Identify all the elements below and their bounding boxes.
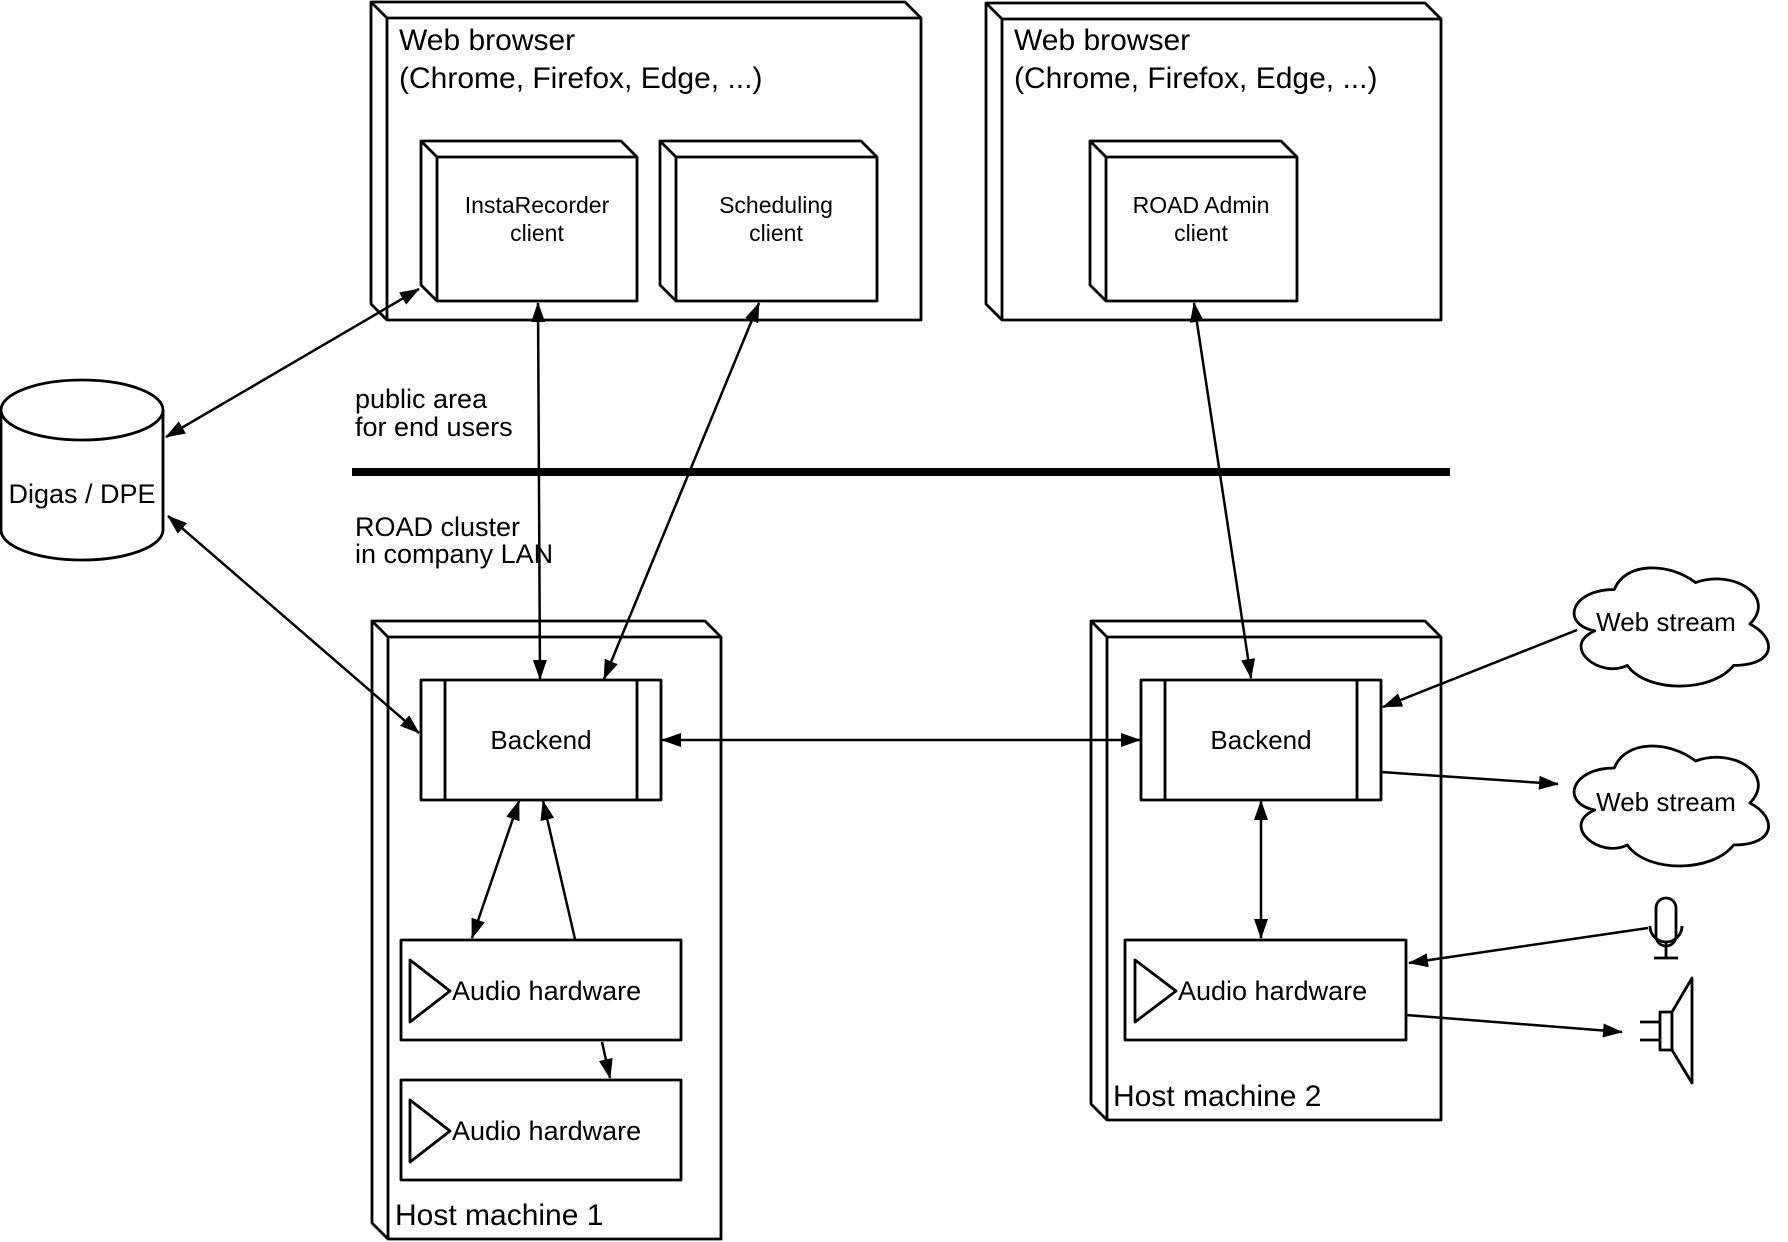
scheduling-client-label-line1: Scheduling: [719, 192, 833, 218]
backend-2-node: [1141, 680, 1381, 800]
road-admin-client-node: [1090, 141, 1297, 301]
microphone-icon: [1650, 898, 1682, 958]
web-browser-1-title: Web browser: [399, 24, 576, 57]
public-area-annotation: [355, 384, 513, 442]
public-area-line2: for end users: [355, 412, 513, 442]
road-cluster-annotation: [355, 512, 553, 569]
audio-hardware-1a-label: Audio hardware: [452, 976, 642, 1006]
scheduling-client-node: [660, 141, 877, 301]
web-browser-1-subtitle: (Chrome, Firefox, Edge, ...): [399, 62, 763, 95]
audio-hardware-2-label: Audio hardware: [1178, 976, 1368, 1006]
road-cluster-line2: in company LAN: [355, 539, 554, 569]
audio-hardware-1a-node: [401, 940, 681, 1040]
loudspeaker-icon: [1640, 978, 1692, 1083]
host-machine-2-label: Host machine 2: [1113, 1080, 1322, 1113]
backend-1-node: [421, 680, 661, 800]
digas-dpe-label: Digas / DPE: [8, 479, 156, 509]
backend-1-label: Backend: [490, 725, 592, 755]
arrow-microphone-audio-2: [1409, 928, 1648, 963]
web-stream-1-node: [1574, 568, 1768, 686]
audio-hardware-1b-node: [401, 1080, 681, 1180]
instarecorder-client-node: [421, 141, 637, 301]
digas-dpe-node: [1, 380, 163, 560]
road-cluster-line1: ROAD cluster: [355, 512, 521, 542]
backend-2-label: Backend: [1210, 725, 1312, 755]
audio-hardware-2-node: [1125, 940, 1406, 1040]
instarecorder-client-label-line2: client: [510, 220, 564, 246]
scheduling-client-label-line2: client: [749, 220, 803, 246]
web-browser-2-title: Web browser: [1014, 24, 1191, 57]
web-stream-2-label: Web stream: [1596, 787, 1736, 817]
web-stream-1-label: Web stream: [1596, 607, 1736, 637]
road-admin-client-label-line1: ROAD Admin: [1132, 192, 1270, 218]
instarecorder-client-label-line1: InstaRecorder: [464, 192, 610, 218]
database-cylinder-top: [1, 380, 163, 440]
public-area-line1: public area: [355, 384, 488, 414]
road-admin-client-label-line2: client: [1174, 220, 1228, 246]
web-browser-2-subtitle: (Chrome, Firefox, Edge, ...): [1014, 62, 1378, 95]
web-stream-2-node: [1574, 746, 1768, 866]
audio-hardware-1b-label: Audio hardware: [452, 1116, 642, 1146]
host-machine-1-label: Host machine 1: [395, 1199, 604, 1232]
